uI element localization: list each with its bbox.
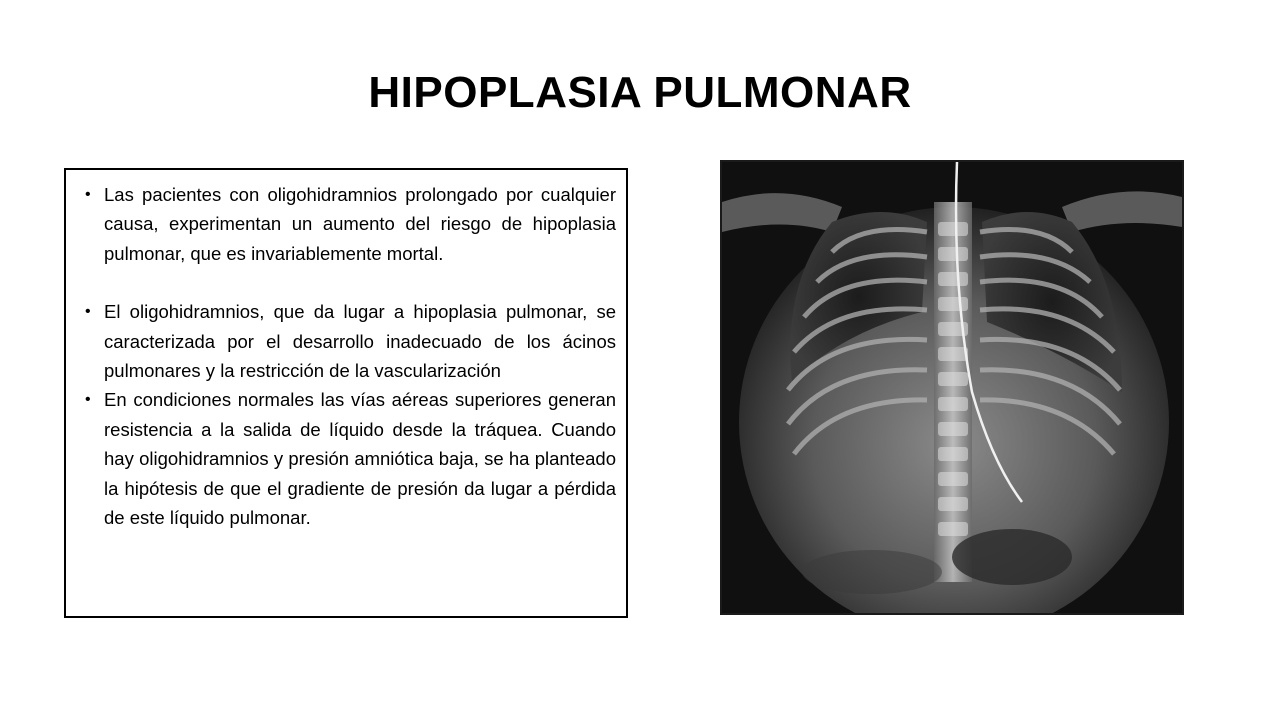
bullet-item	[76, 385, 616, 532]
bullet-text: En condiciones normales las vías aéreas superiores generan resistencia a la salida de líquido desde la tráquea. Cuando hay oligohidramnios y presión amniótica baja, se ha planteado la hipótesis de que el gradiente de presión da lugar a pérdida de este líquido pulmonar.	[104, 389, 616, 529]
bullet-marker: •	[85, 186, 91, 203]
bullet-marker: •	[85, 391, 91, 409]
bullet-text: El oligohidramnios, que da lugar a hipoplasia pulmonar, se caracterizada por el desarrollo inadecuado de los ácinos pulmonares y la restricción de la vascularización	[104, 301, 616, 382]
bullet-item	[76, 180, 616, 268]
slide-title: HIPOPLASIA PULMONAR	[368, 68, 912, 117]
bullet-text-box	[64, 168, 628, 618]
xray-image	[720, 160, 1184, 615]
bullet-list	[76, 180, 616, 532]
chest-xray-illustration	[722, 162, 1182, 613]
bullet-text: Las pacientes con oligohidramnios prolongado por cualquier causa, experimentan un aumento del riesgo de hipoplasia pulmonar, que es invariablemente mortal.	[104, 184, 616, 264]
bullet-item	[76, 297, 616, 385]
bullet-marker: •	[85, 303, 91, 321]
